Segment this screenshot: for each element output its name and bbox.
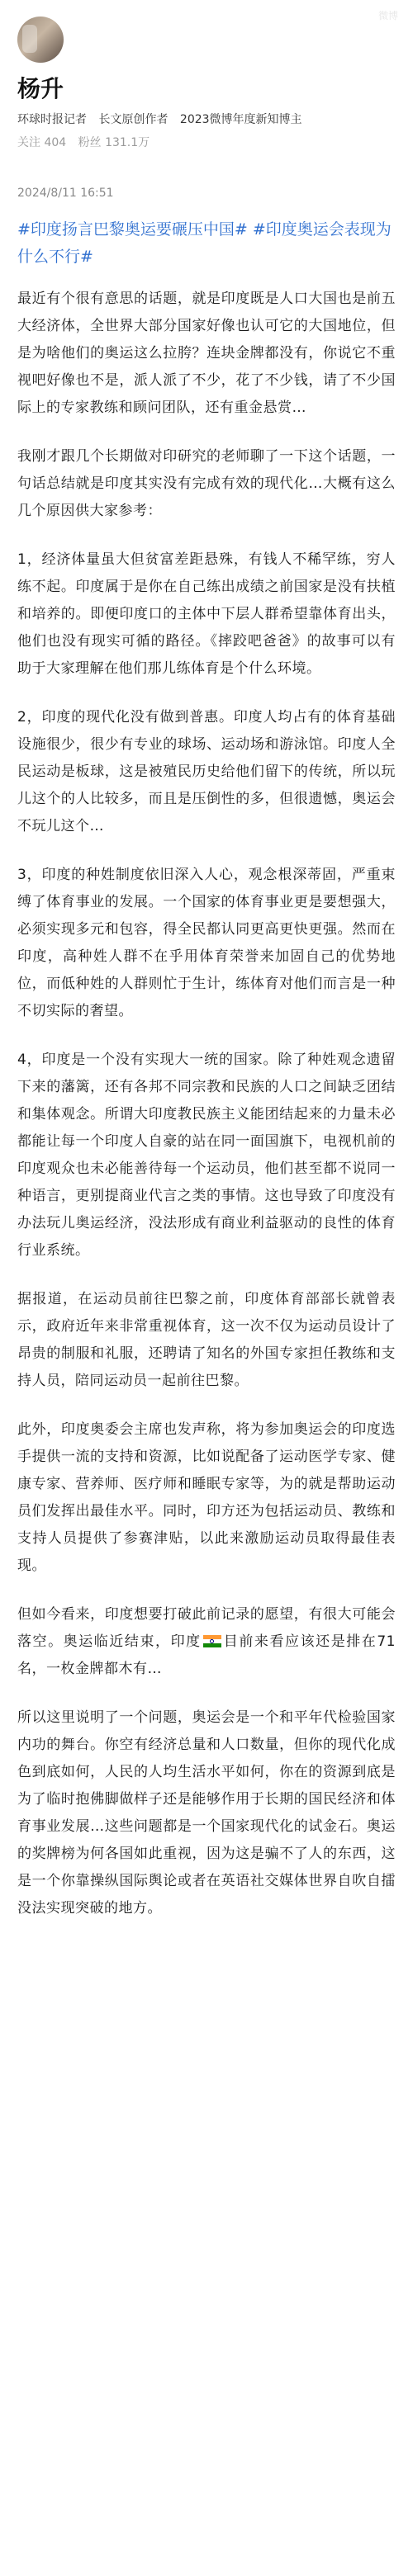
- india-flag-icon: [203, 1635, 221, 1647]
- post-paragraph: 此外，印度奥委会主席也发声称，将为参加奥运会的印度选手提供一流的支持和资源，比如说配备了运动医学专家、健康专家、营养师、医疗师和睡眠专家等，为的就是帮助运动员们发挥出最佳水平。同时，印方还为包括运动员、教练和支持人员提供了参赛津贴，以此来激励运动员取得最佳表现。: [17, 1421, 396, 1574]
- follow-count[interactable]: 关注 404: [17, 136, 67, 149]
- author-name[interactable]: 杨升: [17, 75, 64, 102]
- post-paragraph: 3，印度的种姓制度依旧深入人心，观念根深蒂固，严重束缚了体育事业的发展。一个国家的体育事业更是要想强大，必须实现多元和包容，得全民都认同更高更快更强。然而在印度，高种姓人群不在乎用体育荣誉来加固自己的优势地位，而低种姓的人群则忙于生计，练体育对他们而言是一种不切实际的奢望。: [17, 867, 396, 1019]
- author-header: [17, 0, 396, 150]
- fans-count[interactable]: 粉丝 131.1万: [78, 136, 150, 149]
- post-hashtags[interactable]: #印度扬言巴黎奥运要碾压中国# #印度奥运会表现为什么不行#: [17, 220, 392, 266]
- post-paragraph: 2，印度的现代化没有做到普惠。印度人均占有的体育基础设施很少，很少有专业的球场、运动场和游泳馆。印度人全民运动是板球，这是被殖民历史给他们留下的传统，所以玩儿这个的人比较多，而且是压倒性的多，但很遗憾，奥运会不玩儿这个…: [17, 709, 396, 834]
- badge-journalist: 环球时报记者: [17, 113, 87, 126]
- post-date: 2024/8/11 16:51: [17, 187, 114, 200]
- post-paragraph: 所以这里说明了一个问题，奥运会是一个和平年代检验国家内功的舞台。你空有经济总量和人口数量，但你的现代化成色到底如何，人民的人均生活水平如何，你在的资源到底是为了临时抱佛脚做样子还是能够作用于长期的国民经济和体育事业发展…这些问题都是一个国家现代化的试金石。奥运的奖牌榜为何各国如此重视，因为这是骗不了人的东西，这是一个你靠操纵国际舆论或者在英语社交媒体世界自吹自擂没法实现突破的地方。: [17, 1709, 396, 1917]
- paragraph-text-after-flag: 目前来看应该还是排在71名，一枚金牌都木有…: [17, 1633, 396, 1677]
- author-avatar[interactable]: [17, 17, 64, 63]
- post-paragraph: 1，经济体量虽大但贫富差距悬殊，有钱人不稀罕练，穷人练不起。印度属于是你在自己练出成绩之前国家是没有扶植和培养的。即便印度口的主体中下层人群希望靠体育出头，他们也没有现实可循的路径。《摔跤吧爸爸》的故事可以有助于大家理解在他们那儿练体育是个什么环境。: [17, 551, 396, 677]
- paragraph-text-before-flag: 但如今看来，印度想要打破此前记录的愿望，有很大可能会落空。奥运临近结束，印度: [17, 1606, 396, 1650]
- author-stats: [17, 134, 396, 150]
- post-paragraph: 最近有个很有意思的话题，就是印度既是人口大国也是前五大经济体，全世界大部分国家好像也认可它的大国地位，但是为啥他们的奥运这么拉胯？连块金牌都没有，你说它不重视吧好像也不是，派人派了不少，花了不少钱，请了不少国际上的专家教练和顾问团队，还有重金悬赏…: [17, 291, 396, 416]
- badge-longform: 长文原创作者: [98, 113, 169, 126]
- badge-annual: 2023微博年度新知博主: [179, 113, 302, 126]
- watermark-text: 微博: [377, 10, 398, 21]
- post-paragraph: 4，印度是一个没有实现大一统的国家。除了种姓观念遗留下来的藩篱，还有各邦不同宗教和民族的人口之间缺乏团结和集体观念。所谓大印度教民族主义能团结起来的力量未必都能让每一个印度人自豪的站在同一面国旗下，电视机前的印度观众也未必能善待每一个运动员，他们甚至都不说同一种语言，更别提商业代言之类的事情。这也导致了印度没有办法玩儿奥运经济，没法形成有商业利益驱动的良性的体育行业系统。: [17, 1052, 396, 1259]
- post-paragraph: 我刚才跟几个长期做对印研究的老师聊了一下这个话题，一句话总结就是印度其实没有完成有效的现代化…大概有这么几个原因供大家参考：: [17, 448, 396, 519]
- author-badges: [17, 111, 396, 127]
- post-paragraph-with-flag: [17, 1601, 396, 1683]
- post-paragraph: 据报道，在运动员前往巴黎之前，印度体育部部长就曾表示，政府近年来非常重视体育，这一次不仅为运动员设计了昂贵的制服和礼服，还聘请了知名的外国专家担任教练和支持人员，陪同运动员一起前往巴黎。: [17, 1291, 396, 1389]
